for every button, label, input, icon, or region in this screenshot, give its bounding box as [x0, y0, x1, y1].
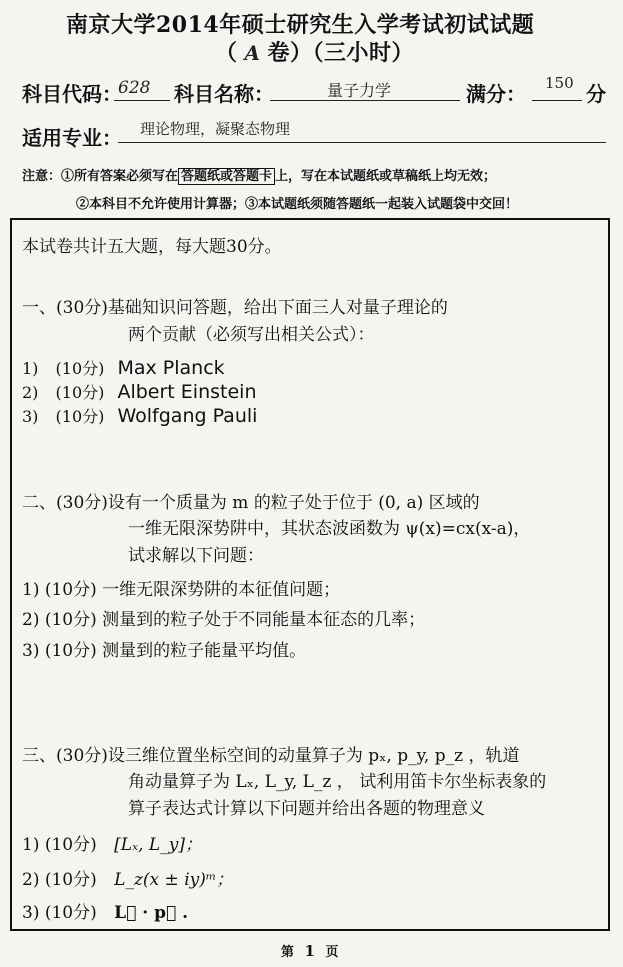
q3-text-3: 算子表达式计算以下问题并给出各题的物理意义: [128, 799, 485, 819]
q2-head: 二、(30分): [22, 493, 108, 513]
subject-name-value: 量子力学: [327, 81, 392, 100]
score-underline: [532, 100, 582, 101]
page-number: 1: [304, 942, 315, 960]
page-footer: [281, 941, 339, 960]
q2-text-3: 试求解以下问题：: [128, 546, 264, 566]
q3-item-3: [22, 898, 188, 923]
q2-item-2: [22, 605, 425, 630]
subject-name-label: 科目名称：: [174, 82, 274, 106]
item-text: Albert Einstein: [117, 381, 257, 403]
exam-title: 南京大学2014年硕士研究生入学考试初试试题: [66, 12, 535, 38]
q1-item-1: [22, 356, 225, 379]
q2-item-1: [22, 575, 340, 600]
footer-prefix: 第: [281, 945, 295, 960]
item-points: (10分): [44, 580, 97, 600]
item-points: (10分): [44, 903, 97, 923]
q2-text-1: 设有一个质量为 m 的粒子处于位于 (0, a) 区域的: [107, 493, 480, 513]
volume-open: （: [215, 40, 238, 66]
item-num: 1): [22, 359, 39, 378]
q3-head: 三、(30分): [22, 746, 108, 766]
item-text: 测量到的粒子处于不同能量本征态的几率；: [102, 610, 426, 630]
item-text: Max Planck: [117, 357, 225, 379]
item-text: 一维无限深势阱的本征值问题；: [102, 580, 341, 600]
q1-line-1: [22, 293, 448, 318]
item-points: (10分): [55, 383, 105, 402]
score-label: 满分：: [466, 82, 526, 106]
q3-text-2: 角动量算子为 Lₓ, L_y, L_z ， 试利用笛卡尔坐标表象的: [128, 772, 547, 792]
q1-head: 一、(30分): [22, 298, 108, 318]
item-num: 2): [22, 383, 39, 402]
q2-text-2: 一维无限深势阱中，其状态波函数为 ψ(x)=cx(x-a)，: [128, 519, 531, 539]
subject-name-underline: [270, 100, 460, 101]
item-points: (10分): [55, 407, 105, 426]
item-num: 3): [22, 903, 40, 923]
notice-line-1: [22, 165, 496, 184]
q3-item-1: [22, 830, 202, 855]
q3-item-2: [22, 865, 233, 890]
volume-close: 卷）（三小时）: [267, 40, 415, 66]
q3-text-1: 设三维位置坐标空间的动量算子为 pₓ, p_y, p_z ，轨道: [107, 746, 520, 766]
item-num: 1): [22, 835, 40, 855]
item-num: 3): [22, 641, 40, 661]
item-num: 2): [22, 870, 40, 890]
intro-text: 本试卷共计五大题，每大题30分。: [22, 237, 282, 257]
footer-suffix: 页: [325, 945, 339, 960]
volume-line: [215, 36, 414, 67]
major-label: 适用专业：: [22, 126, 122, 150]
subject-code-label: 科目代码：: [22, 82, 122, 106]
item-text: L⃗ · p⃗ .: [114, 903, 189, 923]
notice-prefix: 注意：①所有答案必须写在: [22, 169, 179, 184]
q2-item-3: [22, 636, 306, 661]
q1-text-1: 基础知识问答题，给出下面三人对量子理论的: [107, 298, 448, 318]
item-text: L_z(x ± iy)ᵐ；: [114, 870, 234, 890]
major-value: 理论物理，凝聚态物理: [140, 120, 291, 138]
item-text: [Lₓ, L_y]；: [114, 835, 202, 855]
item-num: 1): [22, 580, 40, 600]
subject-code-underline: [114, 100, 170, 101]
item-text: 测量到的粒子能量平均值。: [102, 641, 307, 661]
q1-item-3: [22, 404, 257, 427]
q1-text-2: 两个贡献（必须写出相关公式）：: [128, 325, 375, 345]
volume-letter: A: [244, 41, 261, 65]
item-num: 2): [22, 610, 40, 630]
notice-line-2: ②本科目不允许使用计算器；③本试题纸须随答题纸一起装入试题袋中交回！: [76, 197, 519, 212]
item-points: (10分): [44, 610, 97, 630]
score-value: 150: [545, 74, 574, 92]
item-points: (10分): [55, 359, 105, 378]
item-num: 3): [22, 407, 39, 426]
item-points: (10分): [44, 641, 97, 661]
q1-item-2: [22, 380, 256, 403]
major-underline: [118, 142, 606, 143]
item-points: (10分): [44, 870, 97, 890]
q2-line-1: [22, 488, 480, 513]
item-points: (10分): [44, 835, 97, 855]
notice-boxed-text: 答题纸或答题卡: [178, 168, 275, 185]
score-unit: 分: [586, 82, 606, 106]
item-text: Wolfgang Pauli: [117, 405, 258, 427]
subject-code-value: 628: [118, 78, 151, 98]
q3-line-1: [22, 741, 519, 766]
notice-suffix: 上，写在本试题纸或草稿纸上均无效；: [275, 169, 497, 184]
